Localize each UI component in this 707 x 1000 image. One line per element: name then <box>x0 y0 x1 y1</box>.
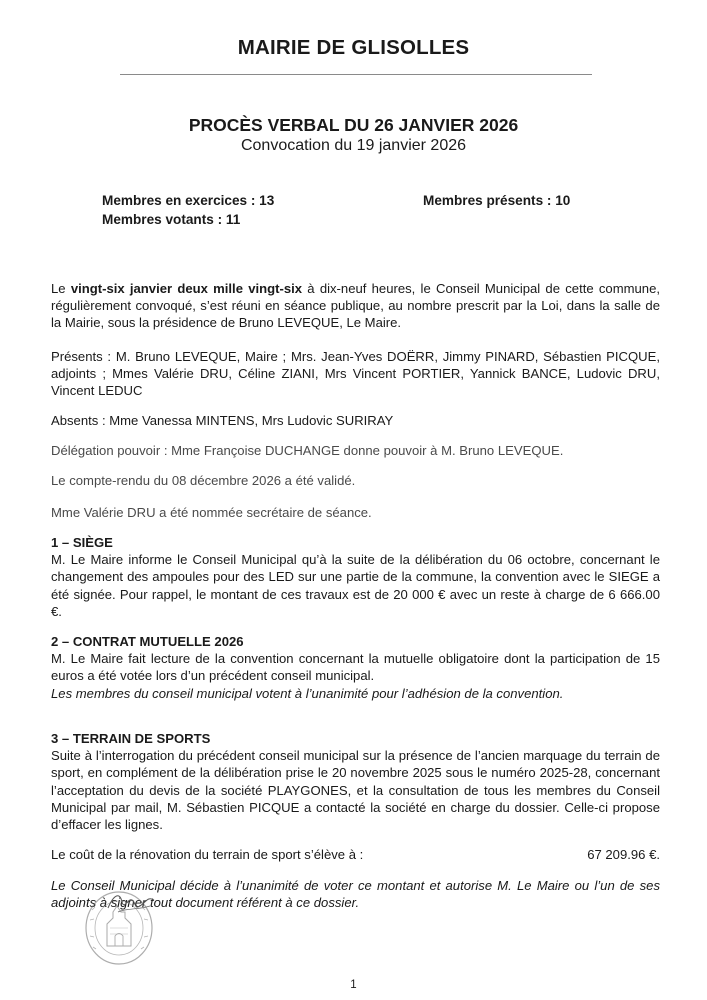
page-title: MAIRIE DE GLISOLLES <box>237 36 470 59</box>
attendees-present: Présents : M. Bruno LEVEQUE, Maire ; Mrs. Jean-Yves DOËRR, Jimmy PINARD, Sébastien PICQUE, adjoints ; Mmes Valérie DRU, Céline ZIANI, Mrs Vincent PORTIER, Yannick BANCE, Ludovic DRU, Vincent LEDUC <box>51 349 660 399</box>
convocation-date: Convocation du 19 janvier 2026 <box>240 137 467 154</box>
section-terrain-decision: Le Conseil Municipal décide à l’unanimité de voter ce montant et autorise M. Le Maire ou l’un de ses adjoints à signer tout document référent à ce dossier. <box>51 878 660 911</box>
section-mutuelle-title: 2 – CONTRAT MUTUELLE 2026 <box>51 634 244 649</box>
section-terrain <box>51 730 660 833</box>
attendees-absent: Absents : Mme Vanessa MINTENS, Mrs Ludovic SURIRAY <box>51 413 394 428</box>
previous-report-validated: Le compte-rendu du 08 décembre 2026 a été validé. <box>51 473 356 488</box>
section-terrain-title: 3 – TERRAIN DE SPORTS <box>51 731 211 746</box>
renovation-cost-label: Le coût de la rénovation du terrain de sport s’élève à : <box>51 847 364 862</box>
minutes-title: PROCÈS VERBAL DU 26 JANVIER 2026 <box>188 115 519 135</box>
section-siege-title: 1 – SIÈGE <box>51 535 113 550</box>
section-siege-text: M. Le Maire informe le Conseil Municipal qu’à la suite de la délibération du 06 octobre, concernant le changement des ampoules pour des LED sur une partie de la commune, la convention avec le SIEGE a été signée. Pour rappel, le montant de ces travaux est de 20 000 € avec un reste à charge de 6 666.00 €. <box>51 552 660 619</box>
title-divider <box>120 74 592 75</box>
section-mutuelle-decision: Les membres du conseil municipal votent à l’unanimité pour l’adhésion de la convention. <box>51 685 564 701</box>
section-siege <box>51 534 660 620</box>
intro-rest: à dix-neuf heures, le Conseil Municipal de cette commune, régulièrement convoqué, s’est réuni en séance publique, au nombre prescrit par la Loi, dans la salle de la Mairie, sous la présidence de Bruno LEVEQUE, Le Maire. <box>51 281 660 331</box>
intro-prefix: Le <box>51 281 71 296</box>
intro-paragraph <box>51 280 660 332</box>
members-present: Membres présents : 10 <box>423 193 571 208</box>
section-mutuelle-text: M. Le Maire fait lecture de la convention concernant la mutuelle obligatoire dont la participation de 15 euros a été votée lors d’un précédent conseil municipal. <box>51 651 660 684</box>
members-voting: Membres votants : 11 <box>102 212 241 227</box>
section-terrain-text: Suite à l’interrogation du précédent conseil municipal sur la présence de l’ancien marquage du terrain de sport, en complément de la délibération prise le 20 novembre 2025 sous le numéro 2025-28, concernant l’acceptation du devis de la société PLAYGONES, et la consultation de tous les membres du Conseil Municipal par mail, M. Sébastien PICQUE a contacté la société en charge du dossier. Celle-ci propose d’effacer les lignes. <box>51 748 660 833</box>
section-mutuelle <box>51 633 660 702</box>
handwritten-signature <box>104 888 164 918</box>
intro-date-words: vingt-six janvier deux mille vingt-six <box>70 281 303 296</box>
session-secretary: Mme Valérie DRU a été nommée secrétaire de séance. <box>51 505 372 520</box>
renovation-cost-amount: 67 209.96 €. <box>587 847 660 862</box>
members-in-office: Membres en exercices : 13 <box>102 193 275 208</box>
page-number: 1 <box>350 979 357 991</box>
proxy-delegation: Délégation pouvoir : Mme Françoise DUCHANGE donne pouvoir à M. Bruno LEVEQUE. <box>51 443 564 458</box>
renovation-cost-row <box>51 846 660 863</box>
